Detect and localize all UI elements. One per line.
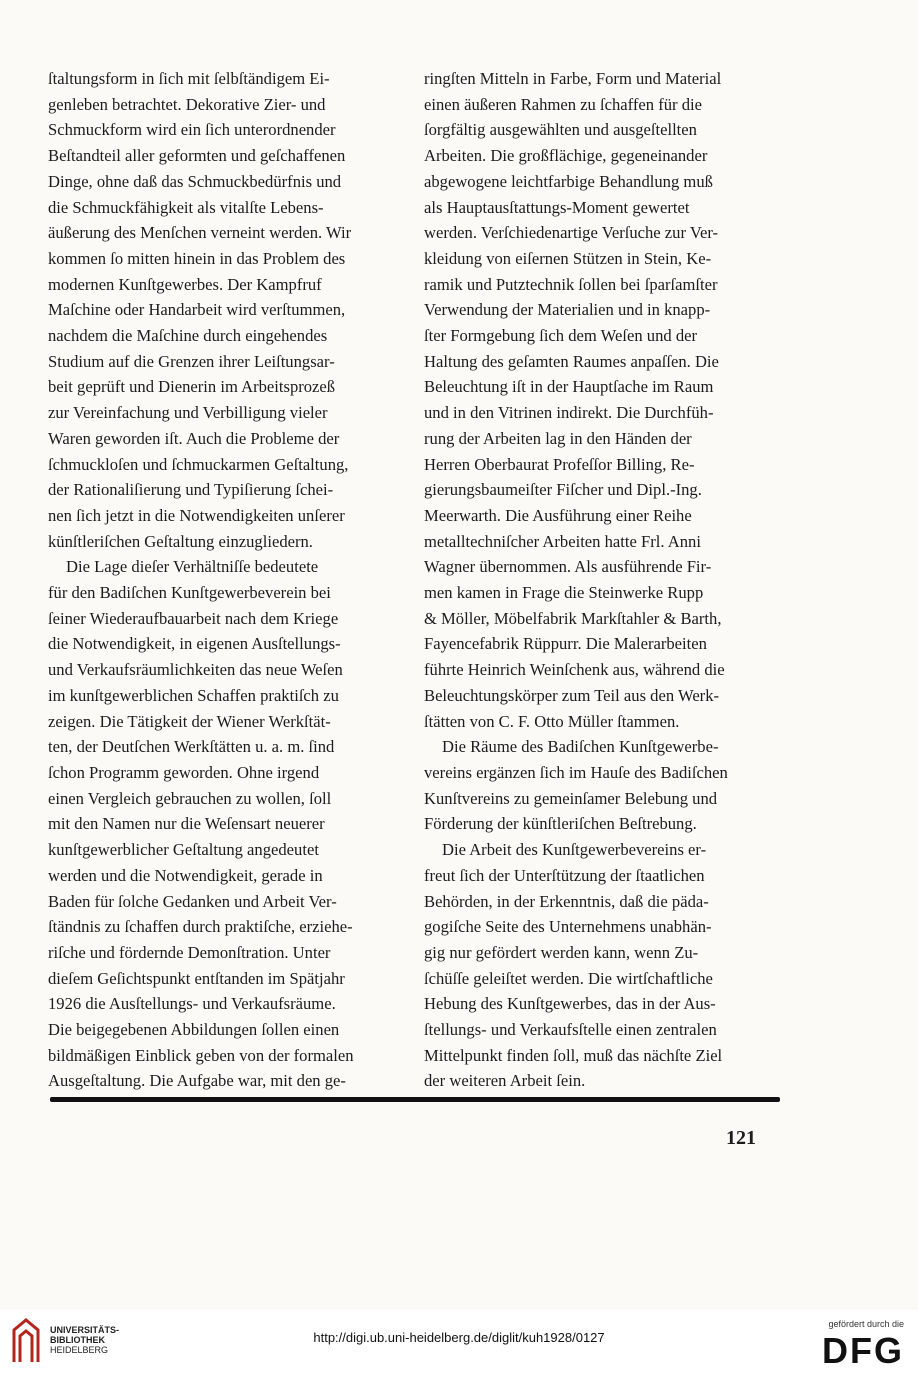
right-text-line: kleidung von eiſernen Stützen in Stein, Ke- <box>424 248 712 268</box>
left-text-line: bildmäßigen Einblick geben von der formalen <box>48 1045 354 1065</box>
left-text-line: künſtleriſchen Geſtaltung einzugliedern. <box>48 531 313 551</box>
right-text-line: ſorgfältig ausgewählten und ausgeſtellten <box>424 120 697 140</box>
library-line-1: UNIVERSITÄTS- <box>50 1325 120 1335</box>
left-text-line: zur Vereinfachung und Verbilligung vieler <box>48 403 328 423</box>
left-text-line: riſche und fördernde Demonſtration. Unter <box>48 942 331 962</box>
right-text-line: Haltung des geſamten Raumes anpaſſen. Die <box>424 351 719 371</box>
right-text-line: Die Räume des Badiſchen Kunſtgewerbe- <box>442 737 719 757</box>
left-text-line: kunſtgewerblicher Geſtaltung angedeutet <box>48 840 319 860</box>
left-text-line: Maſchine oder Handarbeit wird verſtummen, <box>48 300 346 320</box>
library-line-3: HEIDELBERG <box>50 1345 109 1355</box>
funded-by-label: gefördert durch die <box>828 1319 904 1329</box>
source-url-link[interactable]: http://digi.ub.uni-heidelberg.de/diglit/kuh1928/0127 <box>313 1330 605 1345</box>
right-text-line: & Möller, Möbelfabrik Markſtahler & Barth, <box>424 608 722 628</box>
right-text-line: Meerwarth. Die Ausführung einer Reihe <box>424 505 692 525</box>
right-text-line: ramik und Putztechnik ſollen bei ſparſamſter <box>424 274 718 294</box>
left-text-line: Die beigegebenen Abbildungen ſollen einen <box>48 1020 340 1040</box>
right-text-line: Beleuchtung iſt in der Hauptſache im Raum <box>424 377 714 397</box>
left-text-line: Schmuckform wird ein ſich unterordnender <box>48 120 336 140</box>
right-text-line: ſtellungs- und Verkaufsſtelle einen zentralen <box>424 1020 717 1040</box>
right-text-line: Fayencefabrik Rüppurr. Die Malerarbeiten <box>424 634 707 654</box>
right-text-line: Herren Oberbaurat Profeſſor Billing, Re- <box>424 454 695 474</box>
right-text-line: ſter Formgebung ſich dem Weſen und der <box>424 326 698 346</box>
left-text-line: und Verkaufsräumlichkeiten das neue Weſen <box>48 660 343 680</box>
right-text-line: Mittelpunkt finden ſoll, muß das nächſte Ziel <box>424 1045 723 1065</box>
right-text-line: ſtätten von C. F. Otto Müller ſtammen. <box>424 711 680 731</box>
right-text-line: als Hauptausſtattungs-Moment gewertet <box>424 197 690 217</box>
left-text-line: für den Badiſchen Kunſtgewerbeverein bei <box>48 583 331 603</box>
left-text-line: ſchon Programm geworden. Ohne irgend <box>48 762 320 782</box>
right-text-line: freut ſich der Unterſtützung der ſtaatlichen <box>424 865 705 885</box>
right-text-line: Die Arbeit des Kunſtgewerbevereins er- <box>442 840 707 860</box>
right-text-line: führte Heinrich Weinſchenk aus, während die <box>424 660 725 680</box>
right-column <box>424 66 774 1094</box>
left-text-line: kommen ſo mitten hinein in das Problem des <box>48 248 346 268</box>
dfg-logo: DFG <box>822 1330 904 1371</box>
right-text-line: Behörden, in der Erkenntnis, daß die päda- <box>424 891 709 911</box>
left-text-line: der Rationaliſierung und Typiſierung ſchei- <box>48 480 334 500</box>
left-text-line: im kunſtgewerblichen Schaffen praktiſch zu <box>48 685 339 705</box>
left-text-line: die Notwendigkeit, in eigenen Ausſtellungs- <box>48 634 341 654</box>
left-text-line: ſtändnis zu ſchaffen durch praktiſche, erziehe- <box>48 917 353 937</box>
right-text-line: Hebung des Kunſtgewerbes, das in der Aus- <box>424 994 716 1014</box>
left-text-line: modernen Kunſtgewerbes. Der Kampfruf <box>48 274 322 294</box>
right-text-line: ringſten Mitteln in Farbe, Form und Material <box>424 69 722 88</box>
left-text-line: ſchmuckloſen und ſchmuckarmen Geſtaltung, <box>48 454 349 474</box>
library-line-2: BIBLIOTHEK <box>50 1335 105 1345</box>
left-column <box>48 66 398 1094</box>
left-text-line: 1926 die Ausſtellungs- und Verkaufsräume. <box>48 994 336 1014</box>
right-text-line: gig nur gefördert werden kann, wenn Zu- <box>424 942 699 962</box>
left-text-line: Dinge, ohne daß das Schmuckbedürfnis und <box>48 171 342 191</box>
right-text-line: gogiſche Seite des Unternehmens unabhän- <box>424 917 712 937</box>
left-text-line: ſeiner Wiederaufbauarbeit nach dem Kriege <box>48 608 339 628</box>
right-text-line: Verwendung der Materialien und in knapp- <box>424 300 711 320</box>
left-text-line: Waren geworden iſt. Auch die Probleme der <box>48 428 340 448</box>
left-text-line: Studium auf die Grenzen ihrer Leiſtungsar- <box>48 351 335 371</box>
right-text-line: der weiteren Arbeit ſein. <box>424 1071 586 1091</box>
right-text-line: abgewogene leichtfarbige Behandlung muß <box>424 171 713 191</box>
right-text-line: Kunſtvereins zu gemeinſamer Belebung und <box>424 788 718 808</box>
left-text-line: äußerung des Menſchen verneint werden. Wir <box>48 223 352 243</box>
right-text-line: metalltechniſcher Arbeiten hatte Frl. Anni <box>424 531 701 551</box>
right-text-line: Wagner übernommen. Als ausführende Fir- <box>424 557 712 577</box>
left-text-line: nachdem die Maſchine durch eingehendes <box>48 326 328 346</box>
left-text-line: genleben betrachtet. Dekorative Zier- und <box>48 94 326 114</box>
right-text-line: ſchüſſe geleiſtet werden. Die wirtſchaftliche <box>424 968 713 988</box>
left-text-line: zeigen. Die Tätigkeit der Wiener Werkſtät- <box>48 711 331 731</box>
right-text-line: men kamen in Frage die Steinwerke Rupp <box>424 583 704 603</box>
right-text-line: Arbeiten. Die großflächige, gegeneinander <box>424 146 708 166</box>
left-text-line: ten, der Deutſchen Werkſtätten u. a. m. ſind <box>48 737 335 757</box>
left-text-line: beit geprüft und Dienerin im Arbeitsprozeß <box>48 377 336 397</box>
right-text-line: einen äußeren Rahmen zu ſchaffen für die <box>424 94 702 114</box>
left-text-line: Beſtandteil aller geformten und geſchaffenen <box>48 146 346 166</box>
right-text-line: gierungsbaumeiſter Fiſcher und Dipl.-Ing. <box>424 480 702 500</box>
bottom-rule <box>50 1097 780 1102</box>
left-text-line: werden und die Notwendigkeit, gerade in <box>48 865 323 885</box>
right-text-line: werden. Verſchiedenartige Verſuche zur Ver- <box>424 223 719 243</box>
left-text-line: dieſem Geſichtspunkt entſtanden im Spätjahr <box>48 968 345 988</box>
right-text-line: vereins ergänzen ſich im Hauſe des Badiſchen <box>424 762 728 782</box>
left-text-line: mit den Namen nur die Weſensart neuerer <box>48 814 325 834</box>
right-text-line: Beleuchtungskörper zum Teil aus den Werk- <box>424 685 720 705</box>
left-text-line: einen Vergleich gebrauchen zu wollen, ſoll <box>48 788 332 808</box>
left-text-line: Ausgeſtaltung. Die Aufgabe war, mit den ge- <box>48 1071 346 1091</box>
right-text-line: und in den Vitrinen indirekt. Die Durchfüh- <box>424 403 714 423</box>
right-text-line: Förderung der künſtleriſchen Beſtrebung. <box>424 814 697 834</box>
right-text-line: rung der Arbeiten lag in den Händen der <box>424 428 692 448</box>
page-number: 121 <box>726 1127 756 1149</box>
left-text-line: ſtaltungsform in ſich mit ſelbſtändigem Ei- <box>48 69 330 88</box>
left-text-line: Die Lage dieſer Verhältniſſe bedeutete <box>66 557 319 577</box>
left-text-line: die Schmuckfähigkeit als vitalſte Lebens- <box>48 197 324 217</box>
left-text-line: Baden für ſolche Gedanken und Arbeit Ver- <box>48 891 337 911</box>
left-text-line: nen ſich jetzt in die Notwendigkeiten unſerer <box>48 505 345 525</box>
